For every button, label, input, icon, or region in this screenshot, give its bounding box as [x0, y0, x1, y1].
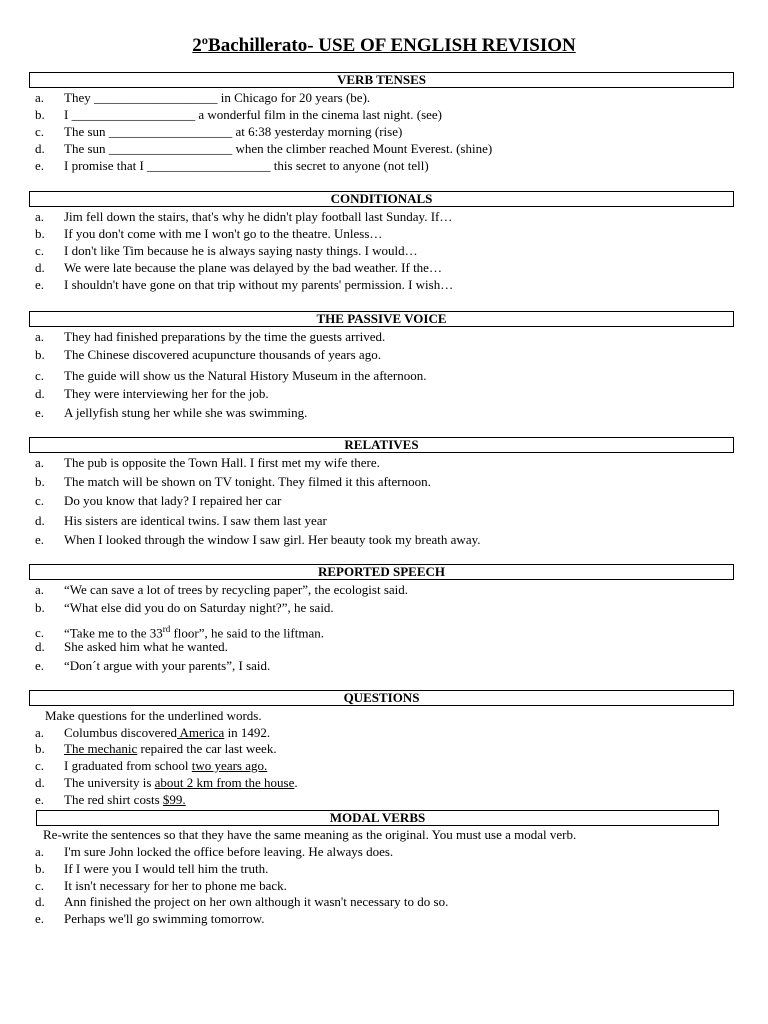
- list-item: [35, 878, 287, 894]
- item-text: Ann finished the project on her own although it wasn't necessary to do so.: [64, 894, 449, 909]
- item-text: I promise that I ___________________ this secret to anyone (not tell): [64, 158, 429, 173]
- underlined-text: about 2 km from the house: [154, 775, 295, 790]
- section-instruction: Re-write the sentences so that they have the same meaning as the original. You must use a modal verb.: [43, 827, 577, 842]
- item-marker: e.: [35, 658, 45, 673]
- item-marker: c.: [35, 243, 45, 258]
- list-item: [35, 861, 268, 877]
- list-item: [35, 124, 402, 140]
- list-item: [35, 844, 393, 860]
- item-text: We were late because the plane was delayed by the bad weather. If the…: [64, 260, 442, 275]
- section-heading-passive-voice: THE PASSIVE VOICE: [29, 311, 734, 327]
- underlined-text: $99.: [162, 792, 186, 807]
- underlined-text: two years ago.: [191, 758, 268, 773]
- section-instruction: Make questions for the underlined words.: [45, 708, 262, 723]
- list-item: [35, 90, 370, 106]
- list-item: [35, 911, 264, 927]
- item-text: She asked him what he wanted.: [64, 639, 228, 654]
- item-text: Columbus discovered: [64, 725, 178, 740]
- list-item: [35, 725, 270, 741]
- item-text: It isn't necessary for her to phone me back.: [64, 878, 287, 893]
- underlined-text: America: [177, 725, 225, 740]
- item-text: .: [294, 775, 298, 790]
- item-marker: d.: [35, 894, 45, 909]
- list-item: [35, 141, 492, 157]
- item-text: repaired the car last week.: [137, 741, 277, 756]
- list-item: [35, 368, 427, 384]
- item-marker: b.: [35, 226, 45, 241]
- list-item: [35, 260, 442, 276]
- item-marker: e.: [35, 532, 45, 547]
- item-text: Perhaps we'll go swimming tomorrow.: [64, 911, 265, 926]
- list-item: [35, 741, 277, 757]
- page-title: 2ºBachillerato- USE OF ENGLISH REVISION: [192, 35, 576, 56]
- list-item: [35, 226, 382, 242]
- item-text: The Chinese discovered acupuncture thousands of years ago.: [64, 347, 381, 362]
- item-text: A jellyfish stung her while she was swimming.: [64, 405, 308, 420]
- section-heading-verb-tenses: VERB TENSES: [29, 72, 734, 88]
- item-marker: a.: [35, 329, 45, 344]
- item-text: The sun ___________________ at 6:38 yesterday morning (rise): [64, 124, 403, 139]
- list-item: [35, 775, 298, 791]
- list-item: [35, 209, 452, 225]
- list-item: [35, 405, 307, 421]
- item-text: I shouldn't have gone on that trip without my parents' permission. I wish…: [64, 277, 454, 292]
- item-text: They had finished preparations by the time the guests arrived.: [64, 329, 386, 344]
- item-marker: b.: [35, 474, 45, 489]
- item-marker: c.: [35, 493, 45, 508]
- item-marker: a.: [35, 455, 45, 470]
- item-marker: c.: [35, 878, 45, 893]
- item-text: If you don't come with me I won't go to the theatre. Unless…: [64, 226, 383, 241]
- item-text: The match will be shown on TV tonight. They filmed it this afternoon.: [64, 474, 431, 489]
- section-heading-modal-verbs: MODAL VERBS: [36, 810, 719, 826]
- item-text: When I looked through the window I saw girl. Her beauty took my breath away.: [64, 532, 481, 547]
- item-text: “We can save a lot of trees by recycling paper”, the ecologist said.: [64, 582, 409, 597]
- item-text: The pub is opposite the Town Hall. I first met my wife there.: [64, 455, 380, 470]
- list-item: [35, 329, 385, 345]
- item-marker: d.: [35, 775, 45, 790]
- list-item: [35, 107, 442, 123]
- list-item: [35, 243, 418, 259]
- item-text: in 1492.: [224, 725, 271, 740]
- item-text: “Take me to the 33: [64, 625, 163, 641]
- list-item: [35, 277, 453, 293]
- section-heading-questions: QUESTIONS: [29, 690, 734, 706]
- item-text: The red shirt costs: [64, 792, 163, 807]
- item-text: Do you know that lady? I repaired her car: [64, 493, 282, 508]
- item-text: I graduated from school: [64, 758, 192, 773]
- list-item: [35, 386, 269, 402]
- list-item: [35, 513, 327, 529]
- list-item: [35, 758, 267, 774]
- item-text: The sun ___________________ when the climber reached Mount Everest. (shine): [64, 141, 493, 156]
- item-marker: a.: [35, 844, 45, 859]
- item-marker: c.: [35, 124, 45, 139]
- list-item: [35, 347, 381, 363]
- item-superscript: rd: [162, 624, 171, 634]
- item-marker: a.: [35, 582, 45, 597]
- item-marker: d.: [35, 260, 45, 275]
- item-marker: a.: [35, 209, 45, 224]
- list-item: [35, 639, 228, 655]
- item-marker: c.: [35, 625, 45, 641]
- item-text: The university is: [64, 775, 155, 790]
- item-text: Jim fell down the stairs, that's why he didn't play football last Sunday. If…: [64, 209, 453, 224]
- item-text: I don't like Tim because he is always saying nasty things. I would…: [64, 243, 418, 258]
- section-heading-relatives: RELATIVES: [29, 437, 734, 453]
- list-item: [35, 582, 408, 598]
- item-marker: d.: [35, 639, 45, 654]
- list-item: [35, 158, 429, 174]
- item-marker: b.: [35, 347, 45, 362]
- item-marker: a.: [35, 725, 45, 740]
- item-marker: e.: [35, 277, 45, 292]
- item-marker: d.: [35, 141, 45, 156]
- list-item: [35, 658, 270, 674]
- item-marker: b.: [35, 741, 45, 756]
- item-text: His sisters are identical twins. I saw them last year: [64, 513, 327, 528]
- list-item: [35, 600, 334, 616]
- list-item: [35, 894, 448, 910]
- section-heading-reported-speech: REPORTED SPEECH: [29, 564, 734, 580]
- item-text: “What else did you do on Saturday night?”, he said.: [64, 600, 334, 615]
- item-text: The guide will show us the Natural History Museum in the afternoon.: [64, 368, 427, 383]
- item-text: I ___________________ a wonderful film in the cinema last night. (see): [64, 107, 443, 122]
- section-heading-conditionals: CONDITIONALS: [29, 191, 734, 207]
- list-item: [35, 455, 380, 471]
- item-text: They were interviewing her for the job.: [64, 386, 269, 401]
- item-marker: e.: [35, 158, 45, 173]
- item-marker: b.: [35, 107, 45, 122]
- item-marker: e.: [35, 405, 45, 420]
- item-text: If I were you I would tell him the truth.: [64, 861, 269, 876]
- item-marker: d.: [35, 513, 45, 528]
- list-item: [35, 493, 281, 509]
- item-text: I'm sure John locked the office before leaving. He always does.: [64, 844, 394, 859]
- item-marker: d.: [35, 386, 45, 401]
- item-marker: a.: [35, 90, 45, 105]
- list-item: [35, 474, 431, 490]
- item-marker: e.: [35, 911, 45, 926]
- item-text: floor”, he said to the liftman.: [170, 625, 325, 641]
- item-marker: e.: [35, 792, 45, 807]
- item-text: They ___________________ in Chicago for 20 years (be).: [64, 90, 371, 105]
- item-text: “Don´t argue with your parents”, I said.: [64, 658, 271, 673]
- list-item: [35, 532, 481, 548]
- item-marker: b.: [35, 600, 45, 615]
- item-marker: c.: [35, 758, 45, 773]
- underlined-text: The mechanic: [64, 741, 138, 756]
- list-item: [35, 792, 186, 808]
- item-marker: c.: [35, 368, 45, 383]
- item-marker: b.: [35, 861, 45, 876]
